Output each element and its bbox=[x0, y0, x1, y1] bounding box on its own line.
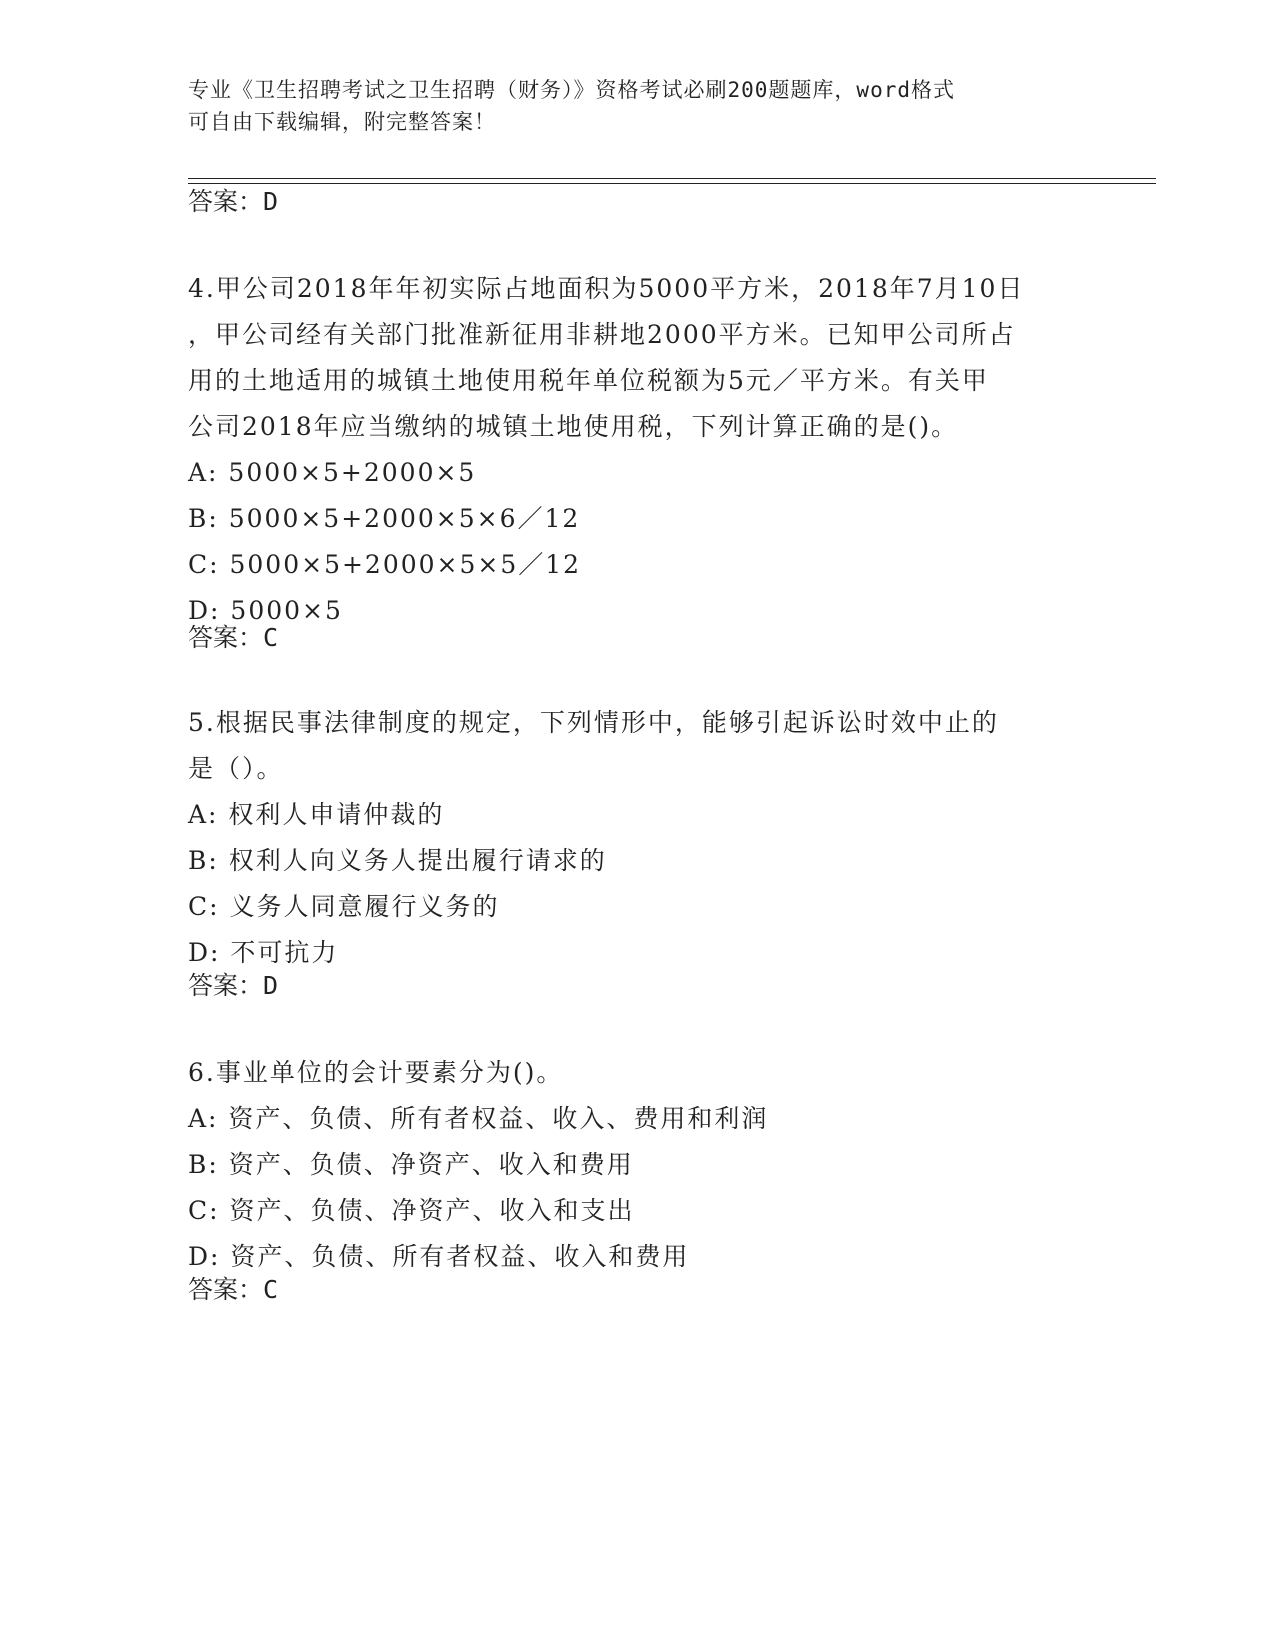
answer-5: 答案：D bbox=[188, 971, 279, 1000]
option-c: C: 5000×5+2000×5×5／12 bbox=[188, 550, 582, 579]
answer-4: 答案：C bbox=[188, 623, 279, 652]
option-a: A: 资产、负债、所有者权益、收入、费用和利润 bbox=[188, 1104, 769, 1133]
header-divider bbox=[188, 178, 1156, 184]
option-b: B: 5000×5+2000×5×6／12 bbox=[188, 504, 581, 533]
option-c: C: 资产、负债、净资产、收入和支出 bbox=[188, 1196, 635, 1225]
header-title-line-2: 可自由下载编辑，附完整答案！ bbox=[188, 110, 496, 134]
option-d: D: 5000×5 bbox=[188, 596, 343, 625]
question-text-line: 5.根据民事法律制度的规定，下列情形中，能够引起诉讼时效中止的 bbox=[188, 708, 999, 737]
question-4 bbox=[188, 266, 1088, 634]
question-text-line: ，甲公司经有关部门批准新征用非耕地2000平方米。已知甲公司所占 bbox=[188, 320, 1016, 349]
option-c: C: 义务人同意履行义务的 bbox=[188, 892, 500, 921]
question-text-line: 6.事业单位的会计要素分为()。 bbox=[188, 1058, 564, 1087]
question-text-line: 是（）。 bbox=[188, 754, 284, 783]
option-d: D: 不可抗力 bbox=[188, 938, 339, 967]
option-d: D: 资产、负债、所有者权益、收入和费用 bbox=[188, 1242, 690, 1271]
page-header bbox=[188, 74, 1088, 138]
option-b: B: 权利人向义务人提出履行请求的 bbox=[188, 846, 607, 875]
question-text-line: 4.甲公司2018年年初实际占地面积为5000平方米，2018年7月10日 bbox=[188, 274, 1025, 303]
answer-6: 答案：C bbox=[188, 1275, 279, 1304]
question-6 bbox=[188, 1050, 1088, 1280]
header-title-line-1: 专业《卫生招聘考试之卫生招聘（财务）》资格考试必刷200题题库，word格式 bbox=[188, 78, 955, 102]
question-text-line: 公司2018年应当缴纳的城镇土地使用税，下列计算正确的是()。 bbox=[188, 412, 959, 441]
option-b: B: 资产、负债、净资产、收入和费用 bbox=[188, 1150, 634, 1179]
option-a: A: 权利人申请仲裁的 bbox=[188, 800, 445, 829]
question-text-line: 用的土地适用的城镇土地使用税年单位税额为5元／平方米。有关甲 bbox=[188, 366, 989, 395]
previous-answer: 答案：D bbox=[188, 187, 279, 216]
question-5 bbox=[188, 700, 1088, 976]
option-a: A: 5000×5+2000×5 bbox=[188, 458, 477, 487]
